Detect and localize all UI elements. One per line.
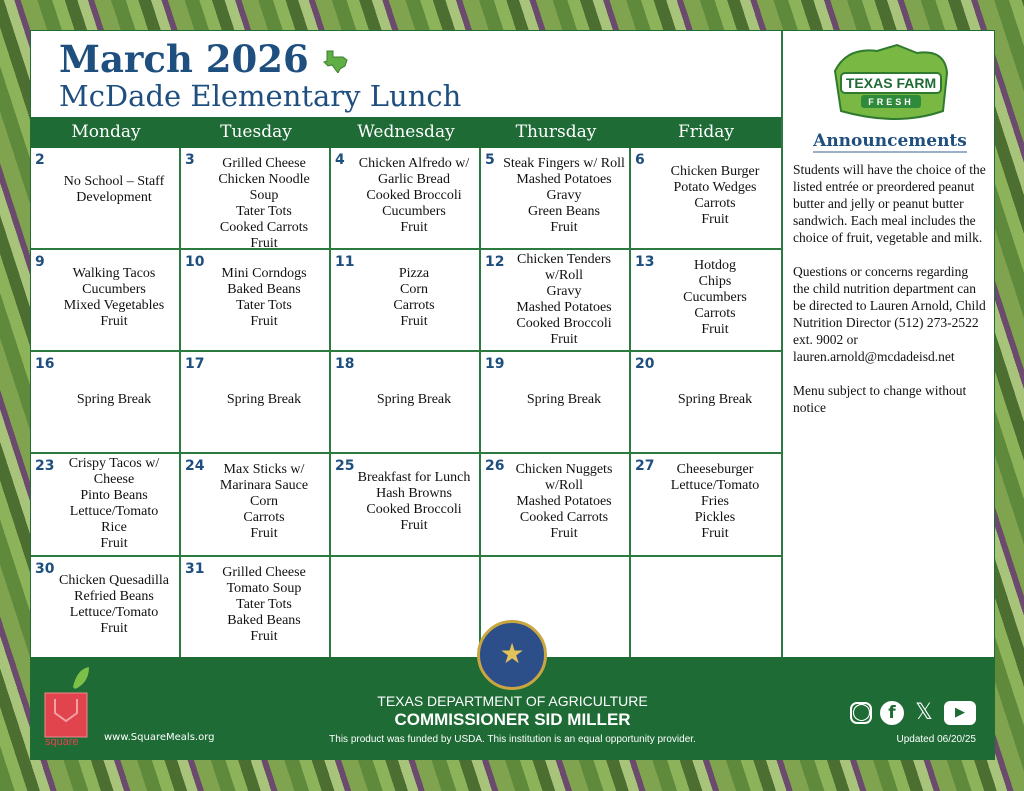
menu-item: Hash Browns bbox=[376, 486, 452, 501]
day-cell bbox=[631, 352, 781, 454]
menu-item: Baked Beans bbox=[227, 613, 301, 628]
menu-item: Pizza bbox=[398, 266, 430, 281]
day-number: 9 bbox=[35, 254, 45, 270]
menu-item: Refried Beans bbox=[74, 589, 154, 604]
menu-item: Grilled Cheese bbox=[222, 156, 306, 171]
menu-item: Fruit bbox=[400, 314, 428, 329]
menu-item: Fruit bbox=[250, 314, 278, 329]
day-number: 2 bbox=[35, 152, 45, 168]
menu-item: Green Beans bbox=[528, 204, 600, 219]
menu-item: Fruit bbox=[550, 526, 578, 541]
menu-item: Cooked Broccoli bbox=[366, 188, 462, 203]
menu-item: Fruit bbox=[100, 314, 128, 329]
menu-item: Mashed Potatoes bbox=[516, 300, 612, 315]
menu-item: Cheeseburger bbox=[676, 462, 754, 477]
announcement-contact: Questions or concerns regarding the child nutrition department can be directed to Lauren Arnold, Child Nutrition Director (512) 273-2522 ext. 9002 or lauren.arnold@mcdadeisd.net bbox=[793, 264, 986, 364]
day-cell bbox=[631, 454, 781, 557]
day-number: 26 bbox=[485, 458, 505, 474]
menu-item: Rice bbox=[101, 520, 127, 535]
menu-item: Fruit bbox=[701, 212, 729, 227]
menu-item: Lettuce/Tomato bbox=[69, 605, 159, 620]
menu-item: Chicken Alfredo w/ bbox=[358, 156, 470, 171]
announcement-disclaimer: Menu subject to change without notice bbox=[793, 383, 967, 415]
menu-item: Grilled Cheese bbox=[222, 565, 306, 580]
menu-item: Cucumbers bbox=[382, 204, 446, 219]
day-cell bbox=[631, 148, 781, 250]
svg-text:FRESH: FRESH bbox=[868, 97, 914, 107]
updated-date: Updated 06/20/25 bbox=[896, 734, 976, 745]
menu-item: Chips bbox=[698, 274, 732, 289]
weekday-friday: Friday bbox=[678, 122, 734, 142]
svg-text:square: square bbox=[45, 736, 79, 747]
menu-item: Breakfast for Lunch bbox=[357, 470, 471, 485]
day-number: 17 bbox=[185, 356, 205, 372]
menu-item: w/Roll bbox=[544, 478, 584, 493]
menu-item: Baked Beans bbox=[227, 282, 301, 297]
day-number: 18 bbox=[335, 356, 355, 372]
day-number: 3 bbox=[185, 152, 195, 168]
menu-item: Walking Tacos bbox=[72, 266, 156, 281]
menu-item: Spring Break bbox=[76, 392, 152, 407]
menu-items bbox=[481, 148, 629, 236]
menu-item: Potato Wedges bbox=[673, 180, 757, 195]
square-meals-link[interactable]: www.SquareMeals.org bbox=[104, 732, 215, 743]
menu-item: Cooked Carrots bbox=[519, 510, 609, 525]
announcement-choice: Students will have the choice of the listed entrée or preordered peanut butter and jelly or peanut butter sandwich. Each meal includes the choice of fruit, vegetable and milk. bbox=[793, 162, 986, 245]
instagram-icon[interactable]: ◯ bbox=[852, 702, 872, 722]
menu-item: Cucumbers bbox=[82, 282, 146, 297]
day-number: 4 bbox=[335, 152, 345, 168]
menu-item: Crispy Tacos w/ bbox=[68, 456, 160, 471]
menu-item: Cucumbers bbox=[683, 290, 747, 305]
menu-item: Gravy bbox=[546, 188, 582, 203]
menu-item: Fries bbox=[701, 494, 729, 509]
menu-item: Pickles bbox=[694, 510, 736, 525]
menu-item: Carrots bbox=[393, 298, 435, 313]
menu-item: Chicken Burger bbox=[670, 164, 760, 179]
menu-item: Tater Tots bbox=[236, 298, 292, 313]
day-number: 19 bbox=[485, 356, 505, 372]
menu-item: Tater Tots bbox=[236, 204, 292, 219]
menu-items bbox=[31, 250, 179, 330]
footer bbox=[31, 657, 994, 760]
weekday-header bbox=[31, 117, 781, 148]
menu-item: Fruit bbox=[100, 536, 128, 551]
menu-item: Gravy bbox=[546, 284, 582, 299]
day-cell bbox=[481, 352, 631, 454]
announcements-heading: Announcements bbox=[813, 131, 967, 151]
menu-item: Pinto Beans bbox=[80, 488, 148, 503]
menu-item: Hotdog bbox=[694, 258, 736, 273]
weekday-tuesday: Tuesday bbox=[220, 122, 292, 142]
day-cell bbox=[481, 250, 631, 352]
menu-item: Tater Tots bbox=[236, 597, 292, 612]
day-cell bbox=[181, 557, 331, 659]
menu-item: Cooked Carrots bbox=[219, 220, 309, 235]
day-cell bbox=[181, 352, 331, 454]
day-cell bbox=[181, 148, 331, 250]
menu-items bbox=[331, 148, 479, 236]
menu-item: Fruit bbox=[250, 629, 278, 644]
menu-item: Carrots bbox=[694, 196, 736, 211]
day-cell bbox=[31, 250, 181, 352]
texas-icon bbox=[321, 49, 349, 73]
announcements-panel bbox=[781, 31, 995, 657]
social-links bbox=[850, 701, 976, 725]
texas-farm-fresh-logo bbox=[827, 41, 953, 123]
day-number: 30 bbox=[35, 561, 55, 577]
menu-items bbox=[631, 557, 781, 559]
menu-item: Fruit bbox=[400, 220, 428, 235]
weekday-wednesday: Wednesday bbox=[357, 122, 455, 142]
menu-item: Spring Break bbox=[526, 392, 602, 407]
menu-item: Fruit bbox=[550, 220, 578, 235]
menu-item: Fruit bbox=[550, 332, 578, 347]
day-cell bbox=[331, 352, 481, 454]
menu-item: Cooked Broccoli bbox=[366, 502, 462, 517]
day-cell bbox=[331, 250, 481, 352]
menu-item: Max Sticks w/ bbox=[223, 462, 305, 477]
menu-item: Mashed Potatoes bbox=[516, 494, 612, 509]
day-cell bbox=[481, 148, 631, 250]
menu-item: Chicken Quesadilla bbox=[58, 573, 170, 588]
day-cell bbox=[331, 557, 481, 659]
menu-items bbox=[331, 557, 479, 559]
day-cell bbox=[331, 148, 481, 250]
day-number: 23 bbox=[35, 458, 55, 474]
menu-item: Fruit bbox=[100, 621, 128, 636]
day-cell bbox=[331, 454, 481, 557]
menu-item: No School – Staff bbox=[63, 174, 165, 189]
menu-item: Mini Corndogs bbox=[221, 266, 307, 281]
day-number: 25 bbox=[335, 458, 355, 474]
menu-item: Cheese bbox=[93, 472, 135, 487]
day-number: 20 bbox=[635, 356, 655, 372]
menu-item: Corn bbox=[400, 282, 428, 297]
svg-text:TEXAS FARM: TEXAS FARM bbox=[845, 75, 937, 91]
menu-item: Fruit bbox=[701, 322, 729, 337]
menu-items bbox=[31, 148, 179, 206]
menu-item: Garlic Bread bbox=[378, 172, 450, 187]
tda-name: TEXAS DEPARTMENT OF AGRICULTURE bbox=[377, 693, 648, 709]
menu-item: Spring Break bbox=[677, 392, 753, 407]
day-number: 12 bbox=[485, 254, 505, 270]
day-number: 16 bbox=[35, 356, 55, 372]
day-number: 31 bbox=[185, 561, 205, 577]
menu-item: Carrots bbox=[694, 306, 736, 321]
day-cell bbox=[31, 148, 181, 250]
menu-item: Chicken Noodle Soup bbox=[218, 172, 310, 203]
facebook-icon[interactable]: f bbox=[880, 701, 904, 725]
day-number: 13 bbox=[635, 254, 655, 270]
weekday-thursday: Thursday bbox=[515, 122, 597, 142]
day-cell bbox=[31, 557, 181, 659]
menu-item: w/Roll bbox=[544, 268, 584, 283]
menu-item: Mashed Potatoes bbox=[516, 172, 612, 187]
day-cell bbox=[631, 250, 781, 352]
menu-items bbox=[631, 148, 781, 228]
day-cell bbox=[181, 250, 331, 352]
menu-item: Chicken Nuggets bbox=[515, 462, 613, 477]
day-cell bbox=[481, 454, 631, 557]
x-icon[interactable]: 𝕏 bbox=[915, 700, 933, 725]
menu-item: Spring Break bbox=[376, 392, 452, 407]
menu-item: Fruit bbox=[701, 526, 729, 541]
day-number: 27 bbox=[635, 458, 655, 474]
day-number: 24 bbox=[185, 458, 205, 474]
menu-item: Steak Fingers w/ Roll bbox=[503, 156, 625, 171]
menu-item: Mixed Vegetables bbox=[63, 298, 165, 313]
menu-item: Spring Break bbox=[226, 392, 302, 407]
page-title: March 2026 bbox=[59, 37, 309, 81]
day-cell bbox=[631, 557, 781, 659]
menu-item: Fruit bbox=[400, 518, 428, 533]
commissioner-name: COMMISSIONER SID MILLER bbox=[394, 710, 631, 729]
usda-statement: This product was funded by USDA. This institution is an equal opportunity provider. bbox=[329, 734, 696, 745]
menu-item: Fruit bbox=[250, 526, 278, 541]
day-number: 6 bbox=[635, 152, 645, 168]
day-cell bbox=[31, 454, 181, 557]
menu-item: Tomato Soup bbox=[226, 581, 302, 596]
menu-item: Lettuce/Tomato bbox=[670, 478, 760, 493]
day-cell bbox=[181, 454, 331, 557]
menu-item: Lettuce/Tomato bbox=[69, 504, 159, 519]
school-subtitle: McDade Elementary Lunch bbox=[59, 79, 462, 113]
youtube-icon[interactable]: ▶ bbox=[944, 701, 976, 725]
day-number: 10 bbox=[185, 254, 205, 270]
menu-item: Cooked Broccoli bbox=[516, 316, 612, 331]
day-cell bbox=[31, 352, 181, 454]
menu-item: Marinara Sauce bbox=[219, 478, 309, 493]
menu-calendar bbox=[30, 30, 995, 760]
menu-item: Development bbox=[76, 190, 152, 205]
menu-item: Corn bbox=[250, 494, 278, 509]
calendar-grid bbox=[31, 148, 781, 659]
menu-items bbox=[181, 148, 329, 252]
tda-seal bbox=[477, 620, 547, 690]
menu-item: Chicken Tenders bbox=[516, 252, 611, 267]
day-number: 5 bbox=[485, 152, 495, 168]
menu-items bbox=[481, 557, 629, 559]
day-number: 11 bbox=[335, 254, 355, 270]
menu-item: Fruit bbox=[250, 236, 278, 251]
menu-item: Carrots bbox=[243, 510, 285, 525]
weekday-monday: Monday bbox=[71, 122, 141, 142]
